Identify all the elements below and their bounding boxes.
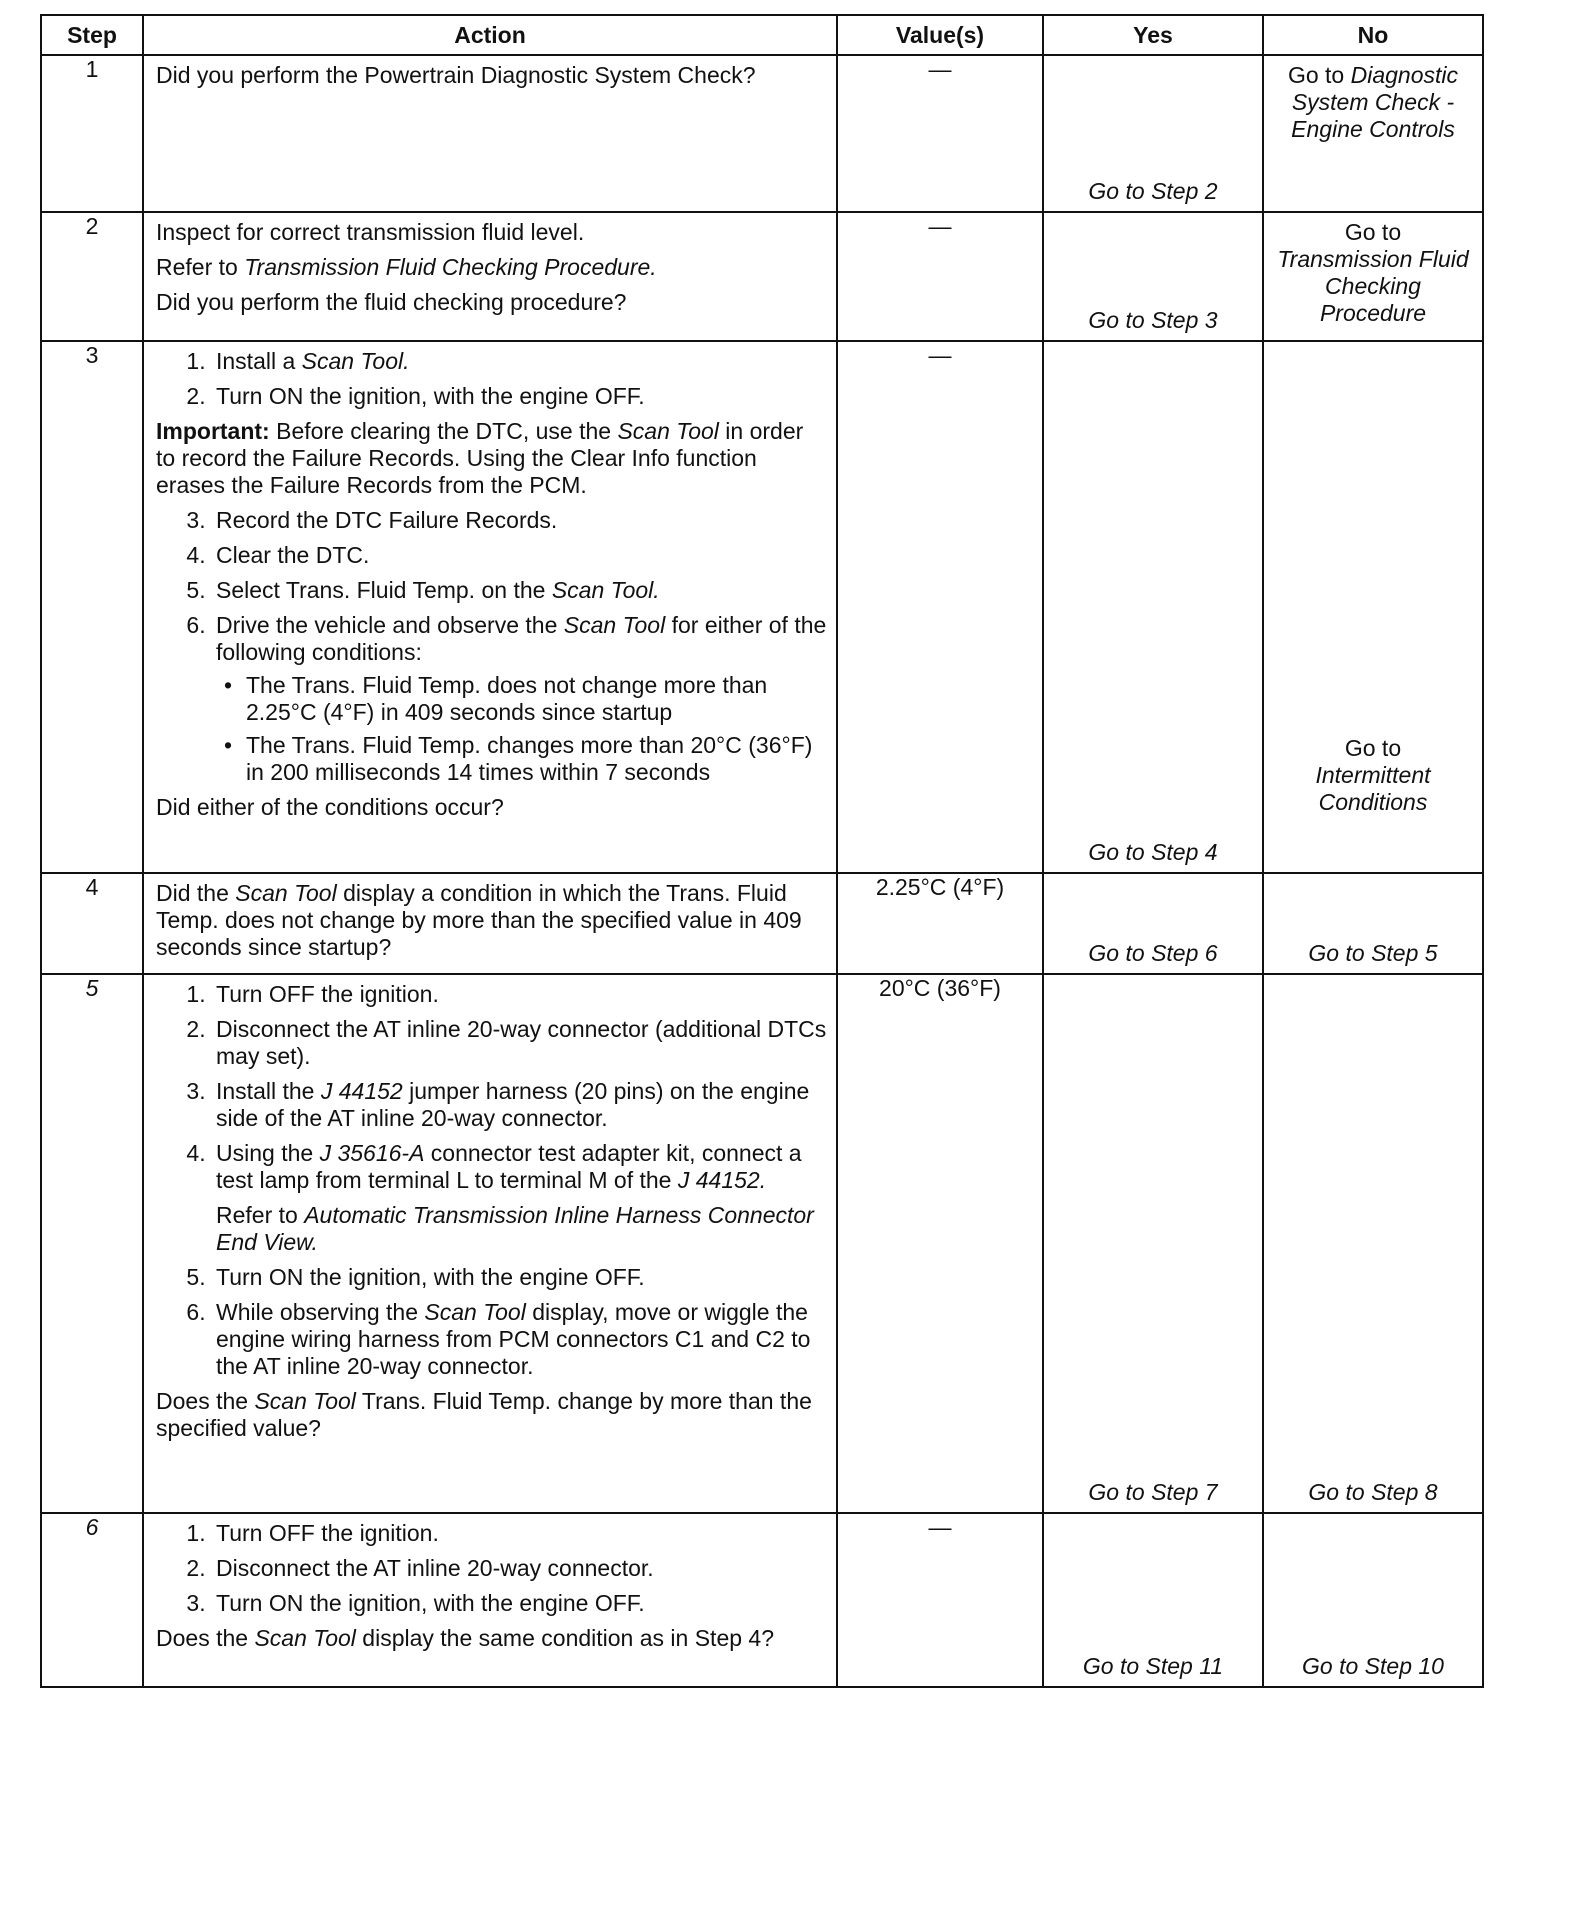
question-italic: Scan Tool bbox=[235, 880, 337, 906]
item-text-2: for either of the following conditions: bbox=[216, 612, 827, 665]
no-text bbox=[1264, 213, 1482, 333]
list-item bbox=[212, 1299, 828, 1380]
no-cell bbox=[1263, 212, 1483, 341]
refer-prefix: Refer to bbox=[156, 254, 245, 280]
important-note bbox=[156, 418, 828, 499]
question-prefix: Did the bbox=[156, 880, 236, 906]
item-italic: J 35616-A bbox=[319, 1140, 425, 1166]
item-italic: Scan Tool. bbox=[301, 348, 410, 374]
list-item: 2. Disconnect the AT inline 20-way connector (additional DTCs may set). bbox=[212, 1016, 828, 1070]
item-text: While observing the bbox=[216, 1299, 425, 1325]
refer-prefix: Refer to bbox=[216, 1202, 305, 1228]
no-text: Go to Step 8 bbox=[1308, 1479, 1438, 1505]
action-list bbox=[156, 348, 828, 410]
value-cell: 20°C (36°F) bbox=[837, 974, 1043, 1513]
step-number: 6 bbox=[41, 1513, 143, 1687]
yes-cell bbox=[1043, 212, 1263, 341]
item-italic: Scan Tool. bbox=[551, 577, 660, 603]
question-text: Did either of the conditions occur? bbox=[156, 794, 504, 820]
question-prefix: Does the bbox=[156, 1388, 255, 1414]
header-action: Action bbox=[143, 15, 837, 55]
item-text: Using the bbox=[216, 1140, 320, 1166]
refer-link: Automatic Transmission Inline Harness Connector End View. bbox=[216, 1202, 814, 1255]
no-text: Go to Step 10 bbox=[1302, 1653, 1444, 1679]
item-text-2: display, move or wiggle the engine wiring harness from PCM connectors C1 and C2 to the AT inline 20-way connector. bbox=[216, 1299, 811, 1379]
question-italic: Scan Tool bbox=[254, 1625, 356, 1651]
action-list-continued bbox=[156, 507, 828, 786]
yes-text: Go to Step 11 bbox=[1082, 1653, 1224, 1679]
list-item bbox=[212, 1078, 828, 1132]
action-line: Inspect for correct transmission fluid level. bbox=[156, 219, 585, 245]
action-cell bbox=[143, 1513, 837, 1687]
bullet-item: • The Trans. Fluid Temp. does not change more than 2.25°C (4°F) in 409 seconds since startup bbox=[242, 672, 828, 726]
table-row-step-6 bbox=[41, 1513, 1483, 1687]
item-italic: J 44152 bbox=[320, 1078, 403, 1104]
no-text-prefix: Go to bbox=[1287, 62, 1351, 88]
list-item bbox=[212, 612, 828, 786]
list-item: 4. Clear the DTC. bbox=[212, 542, 828, 569]
table-row-step-5 bbox=[41, 974, 1483, 1513]
action-cell bbox=[143, 212, 837, 341]
yes-text: Go to Step 3 bbox=[1088, 307, 1218, 333]
important-label: Important: bbox=[156, 418, 270, 444]
question-text bbox=[156, 880, 828, 961]
list-item: 5. Turn ON the ignition, with the engine OFF. bbox=[212, 1264, 828, 1291]
yes-cell bbox=[1043, 974, 1263, 1513]
item-text: Install a bbox=[216, 348, 302, 374]
no-cell bbox=[1263, 55, 1483, 212]
refer-line bbox=[156, 254, 828, 281]
list-item: 2. Disconnect the AT inline 20-way connector. bbox=[212, 1555, 828, 1582]
no-cell bbox=[1263, 974, 1483, 1513]
no-text-link: Diagnostic System Check - Engine Controls bbox=[1291, 62, 1459, 142]
value-cell: — bbox=[837, 341, 1043, 873]
no-text-prefix: Go to bbox=[1344, 735, 1402, 761]
value-cell: 2.25°C (4°F) bbox=[837, 873, 1043, 974]
no-cell bbox=[1263, 341, 1483, 873]
header-no: No bbox=[1263, 15, 1483, 55]
action-list bbox=[156, 981, 828, 1380]
step-number: 4 bbox=[41, 873, 143, 974]
bullet-item: • The Trans. Fluid Temp. changes more than 20°C (36°F) in 200 milliseconds 14 times within 7 seconds bbox=[242, 732, 828, 786]
yes-text: Go to Step 6 bbox=[1088, 940, 1218, 966]
action-list bbox=[156, 1520, 828, 1617]
table-row-step-3 bbox=[41, 341, 1483, 873]
question-text bbox=[156, 1625, 828, 1652]
table-row-step-4 bbox=[41, 873, 1483, 974]
list-item bbox=[212, 348, 828, 375]
table-row-step-1 bbox=[41, 55, 1483, 212]
step-number: 2 bbox=[41, 212, 143, 341]
action-cell bbox=[143, 55, 837, 212]
diagnostic-table bbox=[40, 14, 1484, 1688]
value-cell: — bbox=[837, 212, 1043, 341]
item-text: Select Trans. Fluid Temp. on the bbox=[216, 577, 552, 603]
yes-cell bbox=[1043, 341, 1263, 873]
no-cell bbox=[1263, 1513, 1483, 1687]
step-number: 5 bbox=[41, 974, 143, 1513]
list-item: 3. Turn ON the ignition, with the engine OFF. bbox=[212, 1590, 828, 1617]
table-row-step-2 bbox=[41, 212, 1483, 341]
question-text: Did you perform the fluid checking procedure? bbox=[156, 289, 627, 315]
yes-cell bbox=[1043, 55, 1263, 212]
list-item bbox=[212, 577, 828, 604]
item-italic-2: J 44152. bbox=[677, 1167, 767, 1193]
list-item: 3. Record the DTC Failure Records. bbox=[212, 507, 828, 534]
step-number: 3 bbox=[41, 341, 143, 873]
question-suffix: display the same condition as in Step 4? bbox=[355, 1625, 774, 1651]
condition-list bbox=[216, 672, 828, 786]
item-text: Drive the vehicle and observe the bbox=[216, 612, 564, 638]
value-cell: — bbox=[837, 1513, 1043, 1687]
list-item: 2. Turn ON the ignition, with the engine OFF. bbox=[212, 383, 828, 410]
list-item: 1. Turn OFF the ignition. bbox=[212, 1520, 828, 1547]
item-italic: Scan Tool bbox=[563, 612, 666, 638]
important-italic: Scan Tool bbox=[617, 418, 719, 444]
yes-text: Go to Step 2 bbox=[1088, 178, 1218, 204]
yes-cell bbox=[1043, 1513, 1263, 1687]
step-number: 1 bbox=[41, 55, 143, 212]
no-text-link: Transmission Fluid Checking Procedure bbox=[1277, 246, 1469, 326]
header-step: Step bbox=[41, 15, 143, 55]
action-cell bbox=[143, 341, 837, 873]
refer-line bbox=[216, 1202, 828, 1256]
no-text: Go to Step 5 bbox=[1308, 940, 1438, 966]
header-yes: Yes bbox=[1043, 15, 1263, 55]
question-suffix: Trans. Fluid Temp. change by more than the specified value? bbox=[156, 1388, 812, 1441]
item-italic: Scan Tool bbox=[424, 1299, 526, 1325]
list-item bbox=[212, 1140, 828, 1256]
value-cell: — bbox=[837, 55, 1043, 212]
question-text bbox=[156, 1388, 828, 1442]
header-values: Value(s) bbox=[837, 15, 1043, 55]
important-text: Before clearing the DTC, use the bbox=[269, 418, 618, 444]
no-cell bbox=[1263, 873, 1483, 974]
item-text-2: jumper harness (20 pins) on the engine side of the AT inline 20-way connector. bbox=[216, 1078, 810, 1131]
yes-text: Go to Step 7 bbox=[1088, 1479, 1218, 1505]
item-text: Install the bbox=[216, 1078, 321, 1104]
no-text-link: Intermittent Conditions bbox=[1315, 762, 1431, 815]
item-text-2: connector test adapter kit, connect a test lamp from terminal L to terminal M of the bbox=[216, 1140, 802, 1193]
question-text: Did you perform the Powertrain Diagnostic System Check? bbox=[156, 62, 756, 88]
no-text-prefix: Go to bbox=[1344, 219, 1402, 245]
yes-cell bbox=[1043, 873, 1263, 974]
action-cell bbox=[143, 974, 837, 1513]
question-italic: Scan Tool bbox=[254, 1388, 356, 1414]
action-cell bbox=[143, 873, 837, 974]
list-item: 1. Turn OFF the ignition. bbox=[212, 981, 828, 1008]
refer-link: Transmission Fluid Checking Procedure. bbox=[244, 254, 657, 280]
no-text bbox=[1264, 342, 1482, 872]
important-text-2: in order to record the Failure Records. Using the Clear Info function erases the Failure Records from the PCM. bbox=[156, 418, 804, 498]
yes-text: Go to Step 4 bbox=[1088, 839, 1218, 865]
header-row bbox=[41, 15, 1483, 55]
no-text bbox=[1264, 56, 1482, 149]
question-prefix: Does the bbox=[156, 1625, 255, 1651]
question-suffix: display a condition in which the Trans. Fluid Temp. does not change by more than the specified value in 409 seconds since startup? bbox=[156, 880, 802, 960]
